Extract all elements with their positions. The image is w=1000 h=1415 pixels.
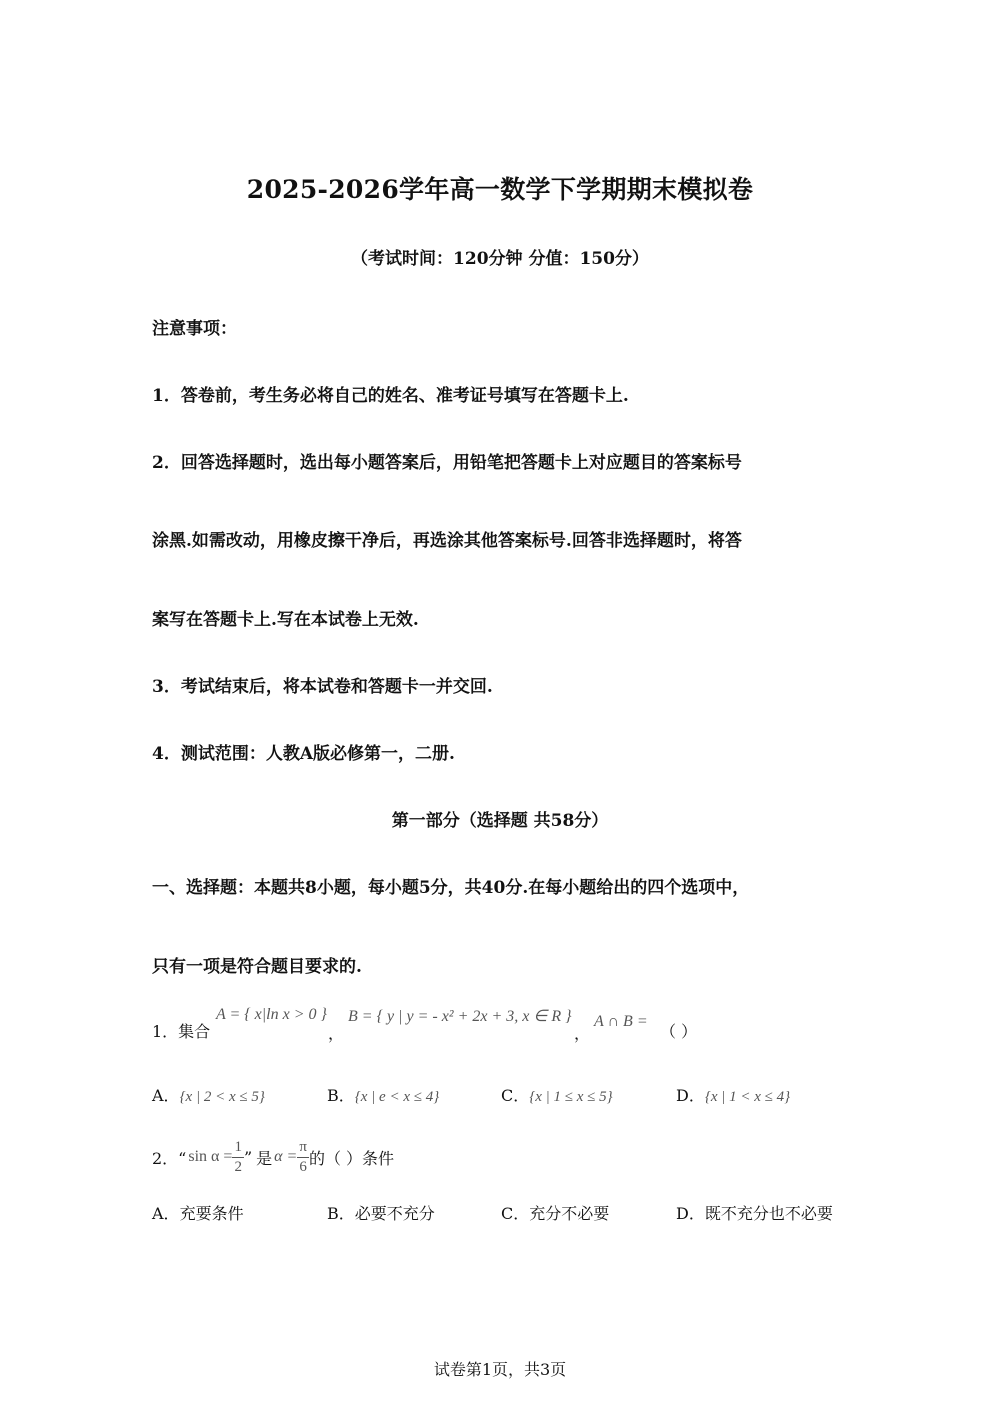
fraction-denominator: 2 [234, 1158, 242, 1175]
option-value: {x | e < x ≤ 4} [354, 1089, 440, 1105]
question-1-separator-2: ， [574, 1024, 591, 1043]
option-label: A． [152, 1086, 180, 1105]
question-2-prefix: 2．“ [152, 1148, 187, 1168]
question-2-suffix: 的（ ）条件 [308, 1148, 395, 1168]
question-1-answer-paren: （ ） [660, 1022, 698, 1041]
option-value: 充分不必要 [529, 1204, 610, 1223]
question-1-option-d [676, 1083, 790, 1106]
option-label: A． [152, 1204, 180, 1223]
option-value: 充要条件 [179, 1204, 244, 1223]
notice-item-2-line-3: 案写在答题卡上.写在本试卷上无效. [152, 610, 419, 630]
part1-heading: 第一部分（选择题 共58分） [391, 811, 609, 831]
fraction-numerator: π [297, 1140, 309, 1158]
option-value: {x | 1 ≤ x ≤ 5} [529, 1089, 613, 1105]
option-value: 既不充分也不必要 [704, 1204, 833, 1223]
question-1-set-b: B = { y | y = - x² + 2x + 3, x ∈ R } [348, 1008, 572, 1025]
notice-heading: 注意事项： [152, 319, 237, 339]
question-2-target-lhs: α = [274, 1148, 298, 1165]
option-value: 必要不充分 [354, 1204, 435, 1223]
option-value: {x | 2 < x ≤ 5} [179, 1089, 265, 1105]
question-2-condition-lhs: sin α = [188, 1148, 233, 1165]
notice-item-3: 3．考试结束后，将本试卷和答题卡一并交回. [152, 677, 493, 697]
exam-title: 2025-2026学年高一数学下学期期末模拟卷 [246, 175, 754, 204]
fraction-denominator: 6 [299, 1158, 307, 1175]
section-instruction-line-2: 只有一项是符合题目要求的. [152, 957, 362, 977]
question-2-is: 是 [256, 1148, 273, 1168]
option-value: {x | 1 < x ≤ 4} [704, 1089, 791, 1105]
option-label: D． [676, 1204, 705, 1223]
question-2-quote-close: ” [243, 1147, 253, 1167]
question-2-stem [152, 1134, 394, 1180]
question-2-option-d [676, 1201, 833, 1224]
option-label: D． [676, 1086, 705, 1105]
question-1-set-a: A = { x|ln x > 0 } [216, 1006, 327, 1023]
page-footer: 试卷第1页，共3页 [433, 1360, 567, 1379]
question-2-condition-fraction [232, 1140, 244, 1175]
notice-item-4: 4．测试范围：人教A版必修第一，二册. [152, 744, 455, 764]
question-2-target-fraction [297, 1140, 309, 1175]
notice-item-2-line-1: 2．回答选择题时，选出每小题答案后，用铅笔把答题卡上对应题目的答案标号 [152, 453, 742, 473]
notice-item-1: 1．答卷前，考生务必将自己的姓名、准考证号填写在答题卡上. [152, 386, 629, 406]
fraction-numerator: 1 [232, 1140, 244, 1158]
section-instruction-line-1: 一、选择题：本题共8小题，每小题5分，共40分.在每小题给出的四个选项中， [152, 878, 750, 898]
question-1-expression: A ∩ B = [594, 1013, 648, 1030]
option-label: C． [501, 1204, 530, 1223]
exam-subtitle: （考试时间：120分钟 分值：150分） [351, 249, 649, 269]
question-1-option-a [152, 1083, 265, 1106]
question-2-option-a [152, 1201, 244, 1224]
question-1-option-c [501, 1083, 613, 1106]
option-label: C． [501, 1086, 530, 1105]
question-1-separator-1: ， [328, 1024, 345, 1043]
question-1-option-b [327, 1083, 439, 1106]
option-label: B． [327, 1086, 355, 1105]
question-2-option-c [501, 1201, 609, 1224]
option-label: B． [327, 1204, 355, 1223]
question-2-option-b [327, 1201, 435, 1224]
question-1-stem [152, 1019, 210, 1042]
notice-item-2-line-2: 涂黑.如需改动，用橡皮擦干净后，再选涂其他答案标号.回答非选择题时，将答 [152, 531, 742, 551]
question-1-prefix: 1．集合 [152, 1022, 211, 1041]
